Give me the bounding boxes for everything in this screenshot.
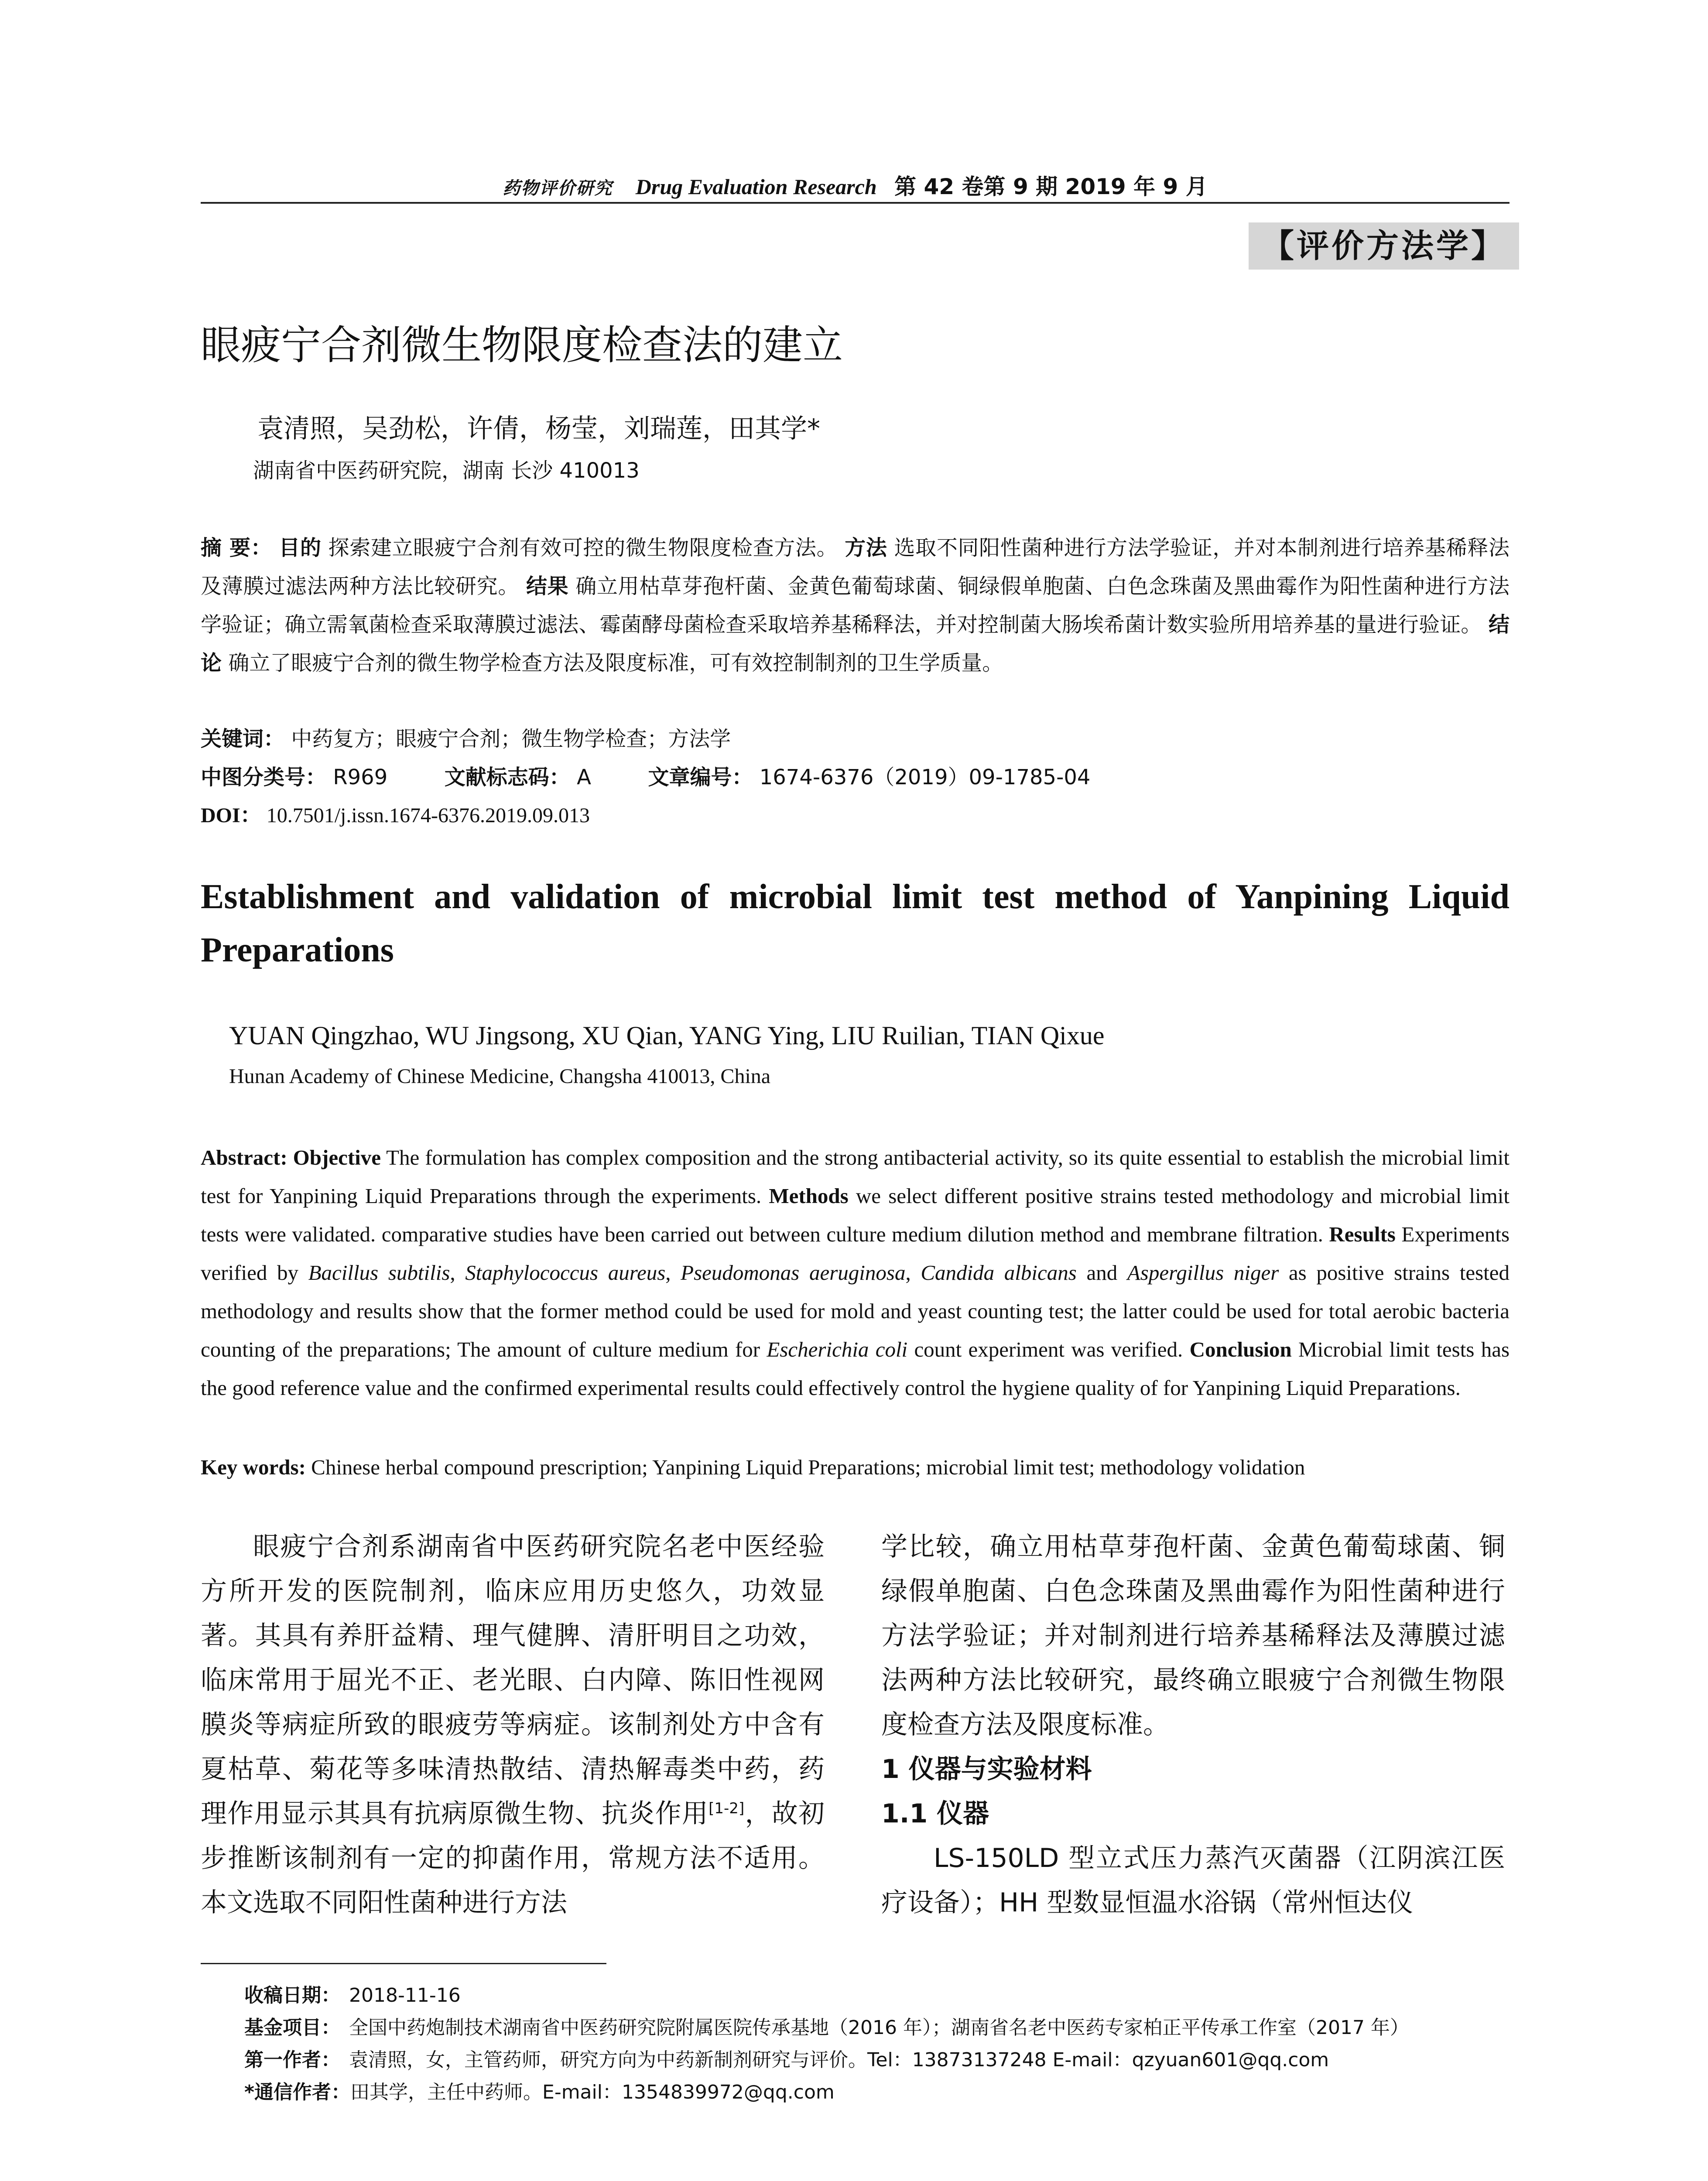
doi-value: 10.7501/j.issn.1674-6376.2019.09.013 — [266, 804, 590, 827]
cn-abstract-label: 摘 要： — [201, 536, 272, 560]
en-results-2: as positive strains tested methodology and results show that the former method could be used for mold and yeast counting test; the latter could be used for total aerobic bacteria counting of the preparations; The amount of culture medium for — [201, 1261, 1509, 1361]
body-paragraph-2: LS-150LD 型立式压力蒸汽灭菌器（江阴滨江医疗设备）；HH 型数显恒温水浴锅（常州恒达仪 — [881, 1843, 1505, 1918]
cn-methods-label: 方法 — [845, 536, 887, 560]
column-badge: 【评价方法学】 — [1249, 222, 1519, 270]
article-no-value: 1674-6376（2019）09-1785-04 — [759, 765, 1091, 790]
en-objective: The formulation has complex composition and the strong antibacterial activity, so its quite essential to establish the microbial limit test for Yanpining Liquid Preparations through the experiments. — [201, 1145, 1510, 1208]
cn-results-label: 结果 — [526, 574, 569, 598]
first-author-label: 第一作者： — [244, 2049, 340, 2071]
en-abstract: Abstract: Objective The formulation has complex composition and the strong antibacterial activity, so its quite essential to establish the microbial limit test for Yanpining Liquid Preparations through the experiments. Methods we select different positive strains tested methodology and microbial limit tests were validated. comparative studies have been carried out between culture medium dilution method and membrane filtration. Results Experiments verified by Bacillus subtilis, Staphylococcus aureus, Pseudomonas aeruginosa, Candida albicans and Aspergillus niger as positive strains tested methodology and results show that the former method could be used for mold and yeast counting test; the latter could be used for total aerobic bacteria counting of the preparations; The amount of culture medium for Escherichia coli count experiment was verified. Conclusion Microbial limit tests has the good reference value and the confirmed experimental results could effectively control the hygiene quality of for Yanpining Liquid Preparations. — [201, 1145, 1510, 1400]
en-methods-label: Methods — [769, 1184, 849, 1208]
received-date: 2018-11-16 — [349, 1984, 461, 2007]
article-no-label: 文章编号： — [648, 765, 753, 790]
first-author-text: 袁清照，女，主管药师，研究方向为中药新制剂研究与评价。Tel：13873137248 E-mail：qzyuan601@qq.com — [349, 2049, 1329, 2071]
fund-text: 全国中药炮制技术湖南省中医药研究院附属医院传承基地（2016 年）；湖南省名老中医药专家柏正平传承工作室（2017 年） — [349, 2017, 1409, 2039]
body-column-left — [201, 1525, 825, 1925]
body-paragraph-1 — [201, 1525, 825, 1925]
en-results-1: Experiments verified by — [201, 1222, 1510, 1285]
en-keywords-label: Key words: — [201, 1455, 306, 1479]
cn-objective: 探索建立眼疲宁合剂有效可控的微生物限度检查方法。 — [328, 536, 838, 560]
en-results-3: count experiment was verified. — [914, 1337, 1183, 1361]
footnote-fund — [244, 2012, 1409, 2040]
body-para1a: 眼疲宁合剂系湖南省中医药研究院名老中医经验方所开发的医院制剂，临床应用历史悠久，功效显著。其具有养肝益精、理气健脾、清肝明目之功效，临床常用于屈光不正、老光眼、白内障、陈旧性视网膜炎等病症所致的眼疲劳等病症。该制剂处方中含有夏枯草、菊花等多味清热散结、清热解毒类中药，药理作用显示其具有抗病原微生物、抗炎作用 — [201, 1531, 825, 1829]
species-2: Staphylococcus aureus — [465, 1261, 666, 1285]
doc-code-label: 文献标志码： — [444, 765, 570, 790]
en-authors: YUAN Qingzhao, WU Jingsong, XU Qian, YANG Ying, LIU Ruilian, TIAN Qixue — [229, 1021, 1105, 1050]
doc-code-value: A — [577, 765, 591, 790]
cn-authors: 袁清照，吴劲松，许倩，杨莹，刘瑞莲，田其学* — [257, 414, 820, 444]
cn-keywords — [201, 720, 1509, 758]
corresponding-label: *通信作者： — [244, 2081, 351, 2103]
cn-classification — [201, 758, 1509, 797]
en-methods: we select different positive strains tested methodology and microbial limit tests were validated. comparative studies have been carried out between culture medium dilution method and membrane filtration. — [201, 1184, 1510, 1246]
cn-title: 眼疲宁合剂微生物限度检查法的建立 — [201, 322, 843, 369]
en-keywords-text: Chinese herbal compound prescription; Yanpining Liquid Preparations; microbial limit test; methodology volidation — [311, 1455, 1305, 1479]
footnote-received — [244, 1979, 461, 2007]
running-header — [201, 169, 1509, 200]
species-3: Pseudomonas aeruginosa — [681, 1261, 906, 1285]
en-affiliation: Hunan Academy of Chinese Medicine, Changsha 410013, China — [229, 1065, 771, 1088]
section-heading-1: 1 仪器与实验材料 — [881, 1754, 1092, 1784]
species-4: Candida albicans — [921, 1261, 1077, 1285]
and-word: and — [1086, 1261, 1118, 1285]
citation: [1-2] — [709, 1800, 745, 1817]
body-para1c: 学比较，确立用枯草芽孢杆菌、金黄色葡萄球菌、铜绿假单胞菌、白色念珠菌及黑曲霉作为阳性菌种进行方法学验证；并对制剂进行培养基稀释法及薄膜过滤法两种方法比较研究，最终确立眼疲宁合剂微生物限度检查方法及限度标准。 — [881, 1531, 1505, 1740]
en-title: Establishment and validation of microbial limit test method of Yanpining Liquid Preparations — [201, 878, 1509, 969]
journal-logo: 药物评价研究 — [503, 178, 613, 198]
received-label: 收稿日期： — [244, 1984, 340, 2007]
doi-line — [201, 797, 1509, 835]
en-keywords — [201, 1448, 1509, 1487]
corresponding-text: 田其学，主任中药师。E-mail：1354839972@qq.com — [350, 2081, 835, 2103]
issue-info: 第 42 卷第 9 期 2019 年 9 月 — [894, 174, 1208, 199]
cn-conclusion-label: 结论 — [201, 612, 1509, 675]
cn-results: 确立用枯草芽孢杆菌、金黄色葡萄球菌、铜绿假单胞菌、白色念珠菌及黑曲霉作为阳性菌种进行方法学验证；确立需氧菌检查采取薄膜过滤法、霉菌酵母菌检查采取培养基稀释法，并对控制菌大肠埃希菌计数实验所用培养基的量进行验证。 — [201, 574, 1509, 637]
en-conclusion-label: Conclusion — [1189, 1337, 1292, 1361]
species-6: Escherichia coli — [767, 1337, 908, 1361]
en-conclusion: Microbial limit tests has the good reference value and the confirmed experimental results could effectively control the hygiene quality of for Yanpining Liquid Preparations. — [201, 1337, 1510, 1400]
fund-label: 基金项目： — [244, 2017, 340, 2039]
cn-objective-label: 目的 — [279, 536, 322, 560]
clc-label: 中图分类号： — [201, 765, 327, 790]
footnote-rule — [201, 1963, 606, 1964]
journal-name: Drug Evaluation Research — [635, 174, 877, 199]
body-column-right — [881, 1525, 1505, 1925]
en-objective-label: Objective — [293, 1145, 381, 1169]
clc-value: R969 — [333, 765, 388, 790]
cn-keywords-text: 中药复方；眼疲宁合剂；微生物学检查；方法学 — [291, 727, 731, 751]
en-abstract-label: Abstract: — [201, 1145, 288, 1169]
section-heading-1-1: 1.1 仪器 — [881, 1798, 989, 1829]
cn-keywords-label: 关键词： — [201, 727, 285, 751]
body-para1b: ，故初步推断该制剂有一定的抑菌作用，常规方法不适用。本文选取不同阳性菌种进行方法 — [201, 1798, 825, 1918]
header-rule — [201, 202, 1509, 204]
en-results-label: Results — [1329, 1222, 1396, 1246]
species-1: Bacillus subtilis — [308, 1261, 450, 1285]
species-5: Aspergillus niger — [1127, 1261, 1279, 1285]
cn-methods: 选取不同阳性菌种进行方法学验证，并对本制剂进行培养基稀释法及薄膜过滤法两种方法比较研究。 — [201, 536, 1509, 598]
cn-affiliation: 湖南省中医药研究院，湖南 长沙 410013 — [253, 458, 640, 483]
cn-abstract — [201, 529, 1509, 682]
cn-conclusion: 确立了眼疲宁合剂的微生物学检查方法及限度标准，可有效控制制剂的卫生学质量。 — [228, 651, 1003, 675]
footnote-first-author — [244, 2044, 1329, 2072]
doi-label: DOI： — [201, 804, 261, 827]
footnote-corresponding — [244, 2076, 835, 2104]
